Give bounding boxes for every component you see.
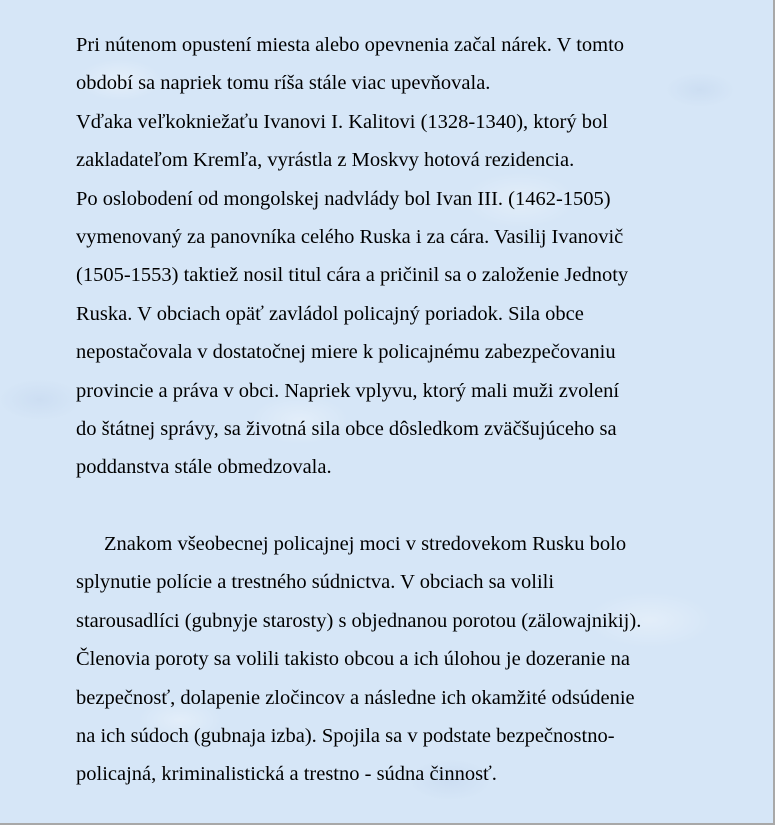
document-body xyxy=(76,26,716,794)
text-line: provincie a práva v obci. Napriek vplyvu, ktorý mali muži zvolení xyxy=(76,379,620,402)
text-line: na ich súdoch (gubnaja izba). Spojila sa v podstate bezpečnostno- xyxy=(76,724,615,747)
text-line: policajná, kriminalistická a trestno - súdna činnosť. xyxy=(76,763,497,786)
text-line: Členovia poroty sa volili takisto obcou a ich úlohou je dozeranie na xyxy=(76,648,630,671)
text-line: Pri nútenom opustení miesta alebo opevnenia začal nárek. V tomto xyxy=(76,34,625,56)
text-line: Vďaka veľkokniežaťu Ivanovi I. Kalitovi (1328-1340), ktorý bol xyxy=(76,110,608,133)
text-line: (1505-1553) taktiež nosil titul cára a pričinil sa o založenie Jednoty xyxy=(76,264,629,287)
text-line: vymenovaný za panovníka celého Ruska i za cára. Vasilij Ivanovič xyxy=(76,226,624,249)
text-line: Po oslobodení od mongolskej nadvlády bol Ivan III. (1462-1505) xyxy=(76,187,611,210)
text-line: období sa napriek tomu ríša stále viac upevňovala. xyxy=(76,72,491,95)
text-line: nepostačovala v dostatočnej miere k policajnému zabezpečovaniu xyxy=(76,341,616,364)
text-line: zakladateľom Kremľa, vyrástla z Moskvy hotová rezidencia. xyxy=(76,149,575,172)
text-line: Ruska. V obciach opäť zavládol policajný poriadok. Sila obce xyxy=(76,302,584,325)
paragraph-history xyxy=(76,26,716,487)
paragraph-police xyxy=(76,525,716,794)
text-line: do štátnej správy, sa životná sila obce dôsledkom zväčšujúceho sa xyxy=(76,418,617,441)
text-line: poddanstva stále obmedzovala. xyxy=(76,456,332,479)
text-line: Znakom všeobecnej policajnej moci v stredovekom Rusku bolo xyxy=(104,532,627,555)
paragraph-gap xyxy=(76,487,716,525)
text-line: bezpečnosť, dolapenie zločincov a následne ich okamžité odsúdenie xyxy=(76,686,635,709)
text-line: splynutie polície a trestného súdnictva. V obciach sa volili xyxy=(76,571,555,594)
text-line: starousadlíci (gubnyje starosty) s objednanou porotou (zälowajnikij). xyxy=(76,609,642,632)
